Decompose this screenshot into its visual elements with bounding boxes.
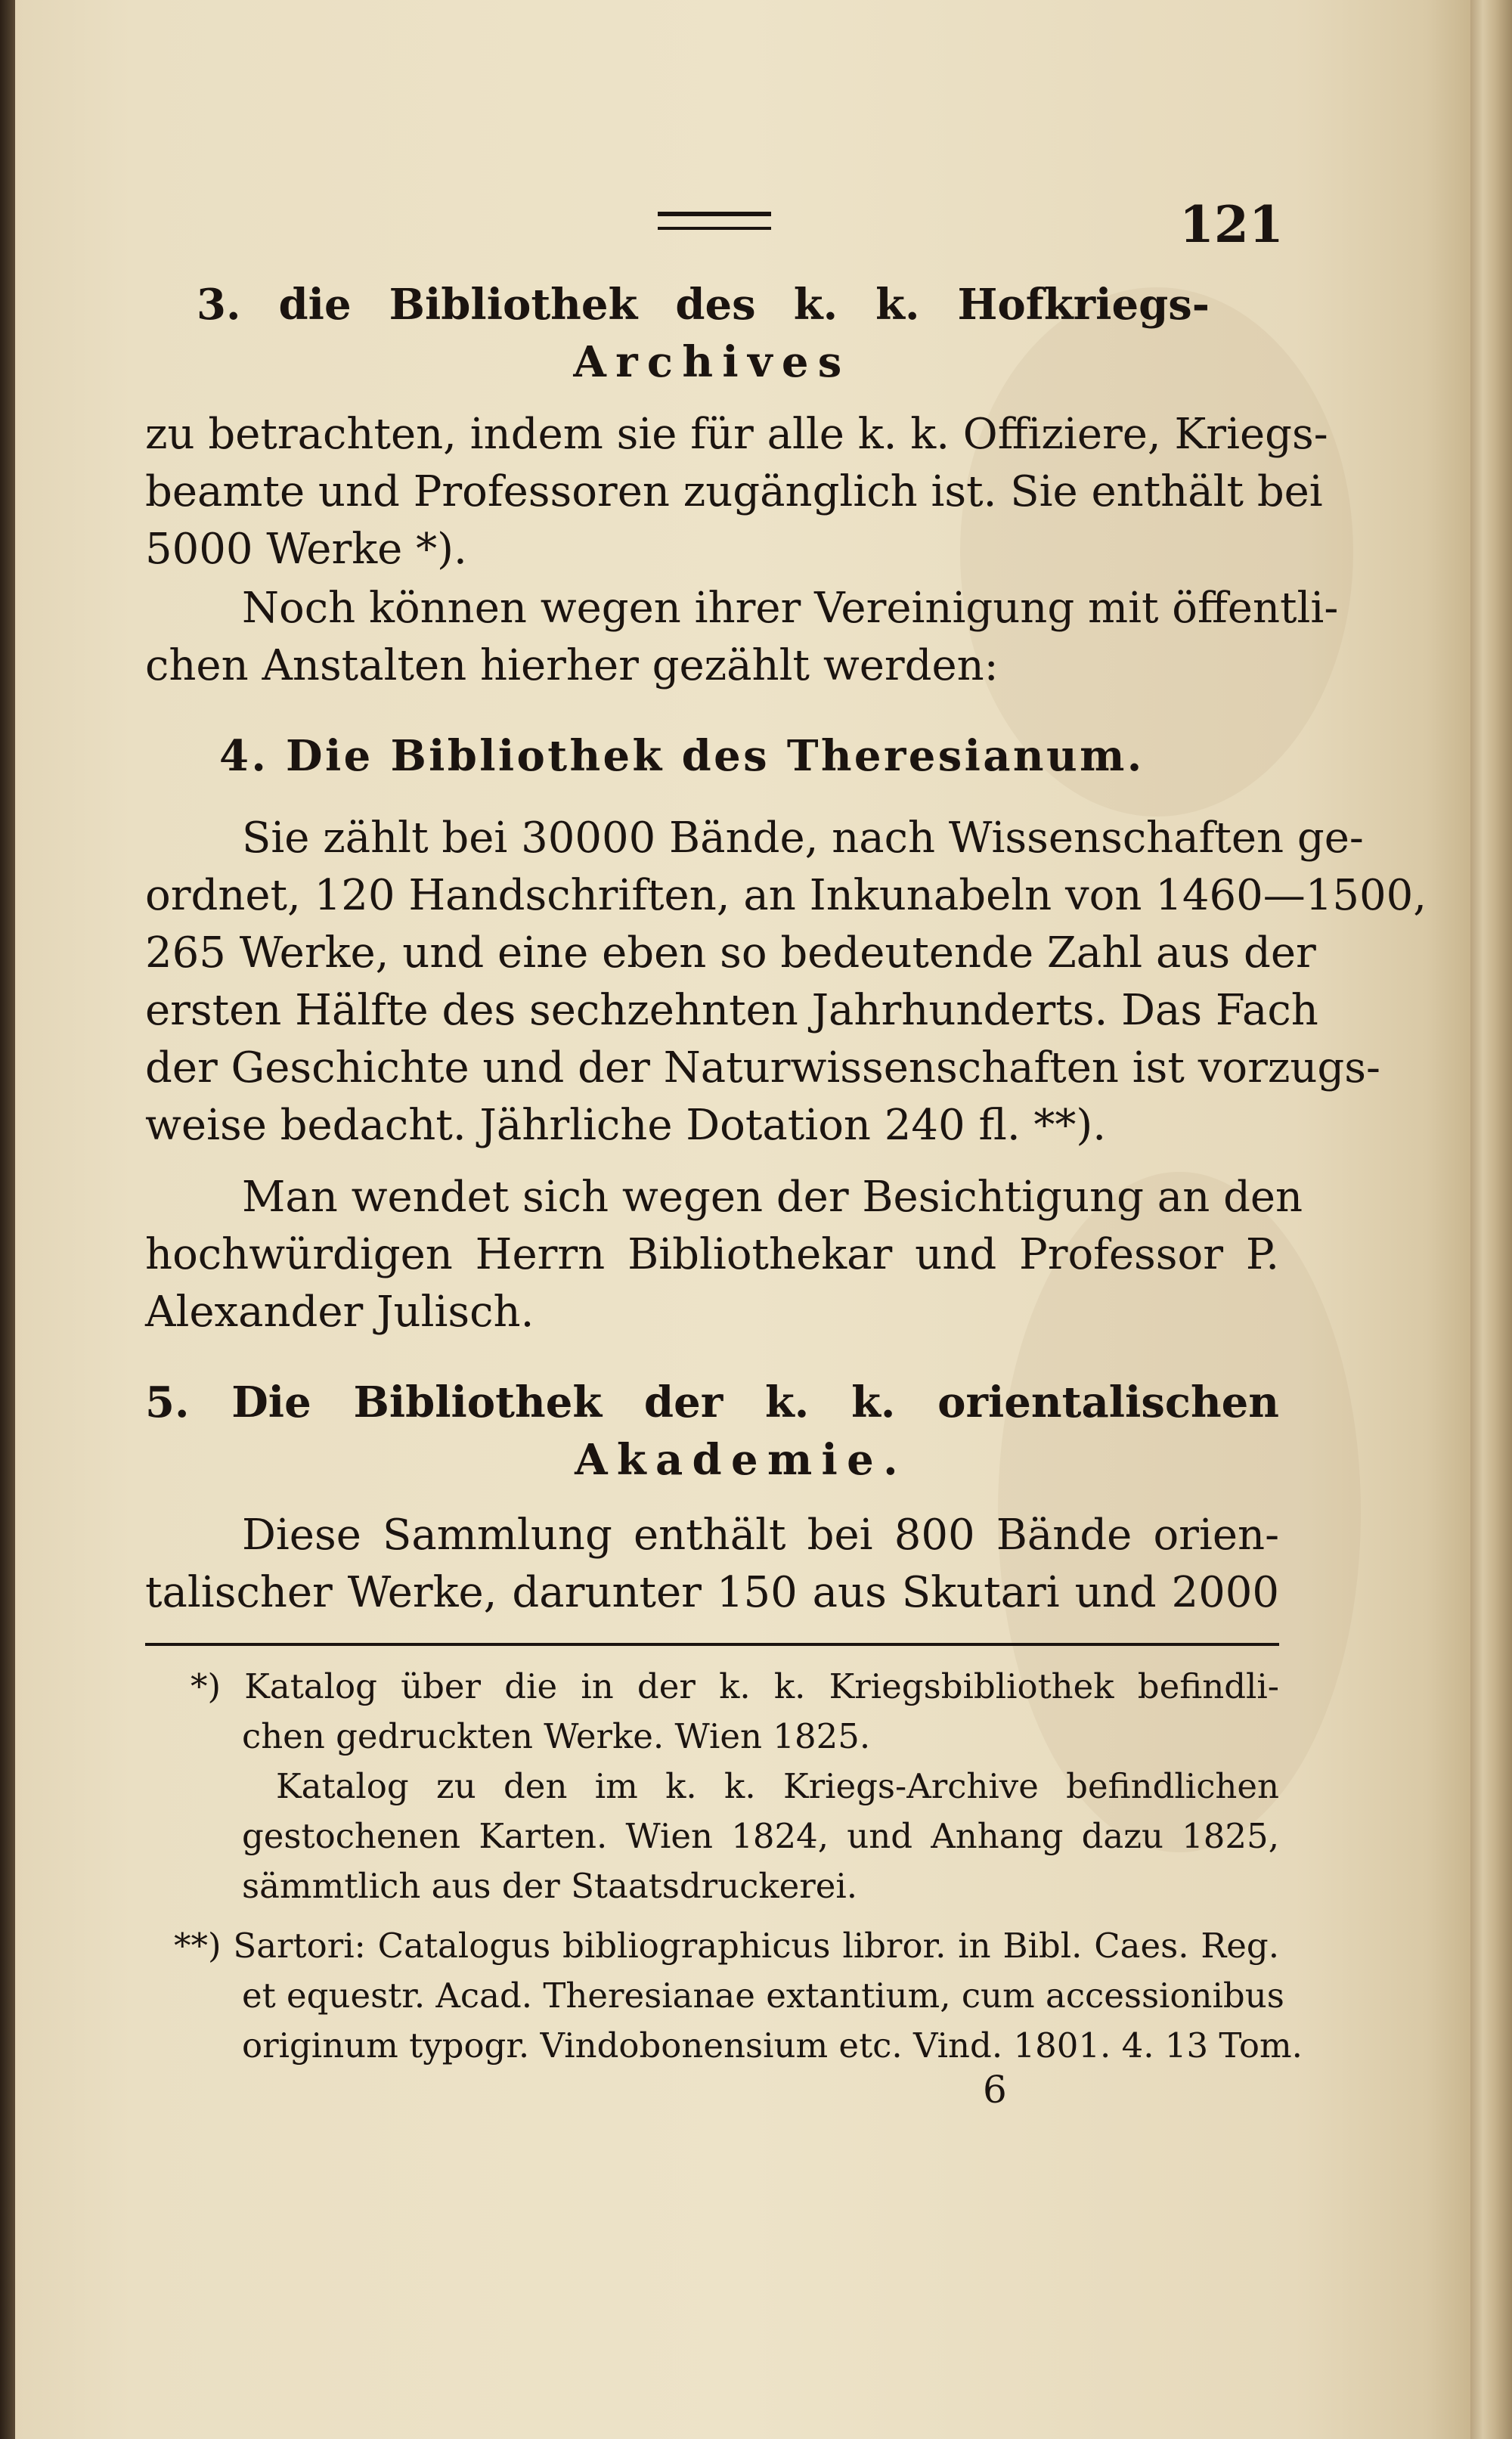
visit-line: hochwürdigen Herrn Bibliothekar und Professor P. [145, 1230, 1279, 1279]
visit-line: Alexander Julisch. [145, 1288, 534, 1337]
section3-heading-line2: Archives [573, 337, 851, 387]
section3-line: 5000 Werke *). [145, 525, 467, 574]
footnote-1-line: chen gedruckten Werke. Wien 1825. [242, 1716, 871, 1756]
section5-line: Diese Sammlung enthält bei 800 Bände orien- [242, 1511, 1279, 1560]
section5-heading-line2: Akademie. [575, 1435, 907, 1485]
section5-line: talischer Werke, darunter 150 aus Skutari und 2000 [145, 1568, 1279, 1617]
section5-heading-line1: 5. Die Bibliothek der k. k. orientalischen [145, 1378, 1279, 1427]
book-page [15, 0, 1470, 2439]
section4-line: der Geschichte und der Naturwissenschaften ist vorzugs- [145, 1043, 1380, 1092]
section3-line: zu betrachten, indem sie für alle k. k. Offiziere, Kriegs- [145, 410, 1328, 459]
footnote-2-line: originum typogr. Vindobonensium etc. Vind. 1801. 4. 13 Tom. [242, 2025, 1303, 2066]
footnote-1-line: *) Katalog über die in der k. k. Kriegsbibliothek befindli- [191, 1666, 1279, 1706]
section4-line: 265 Werke, und eine eben so bedeutende Zahl aus der [145, 928, 1316, 978]
transition-line: Noch können wegen ihrer Vereinigung mit öffentli- [242, 584, 1339, 633]
section4-heading: 4. Die Bibliothek des Theresianum. [219, 731, 1145, 781]
footnote-1-line: sämmtlich aus der Staatsdruckerei. [242, 1866, 858, 1906]
book-fore-edge [1470, 0, 1512, 2439]
header-rule [658, 212, 771, 230]
signature-mark: 6 [983, 2068, 1007, 2112]
section3-heading-line1: 3. die Bibliothek des k. k. Hofkriegs- [197, 280, 1210, 330]
footnote-1-line: gestochenen Karten. Wien 1824, und Anhang dazu 1825, [242, 1816, 1279, 1856]
page-number: 121 [1179, 195, 1284, 254]
section4-line: Sie zählt bei 30000 Bände, nach Wissenschaften ge- [242, 814, 1364, 863]
footnote-2-line: **) Sartori: Catalogus bibliographicus libror. in Bibl. Caes. Reg. [174, 1926, 1279, 1966]
book-gutter [0, 0, 15, 2439]
footnote-rule [145, 1643, 1279, 1646]
section4-line: weise bedacht. Jährliche Dotation 240 fl. **). [145, 1101, 1107, 1150]
footnote-1-line: Katalog zu den im k. k. Kriegs-Archive befindlichen [276, 1766, 1279, 1806]
section3-line: beamte und Professoren zugänglich ist. Sie enthält bei [145, 467, 1323, 516]
section4-line: ersten Hälfte des sechzehnten Jahrhunderts. Das Fach [145, 986, 1318, 1035]
footnote-2-line: et equestr. Acad. Theresianae extantium, cum accessionibus [242, 1976, 1284, 2016]
transition-line: chen Anstalten hierher gezählt werden: [145, 641, 999, 690]
section4-line: ordnet, 120 Handschriften, an Inkunabeln von 1460—1500, [145, 871, 1427, 920]
visit-line: Man wendet sich wegen der Besichtigung an den [242, 1173, 1303, 1222]
